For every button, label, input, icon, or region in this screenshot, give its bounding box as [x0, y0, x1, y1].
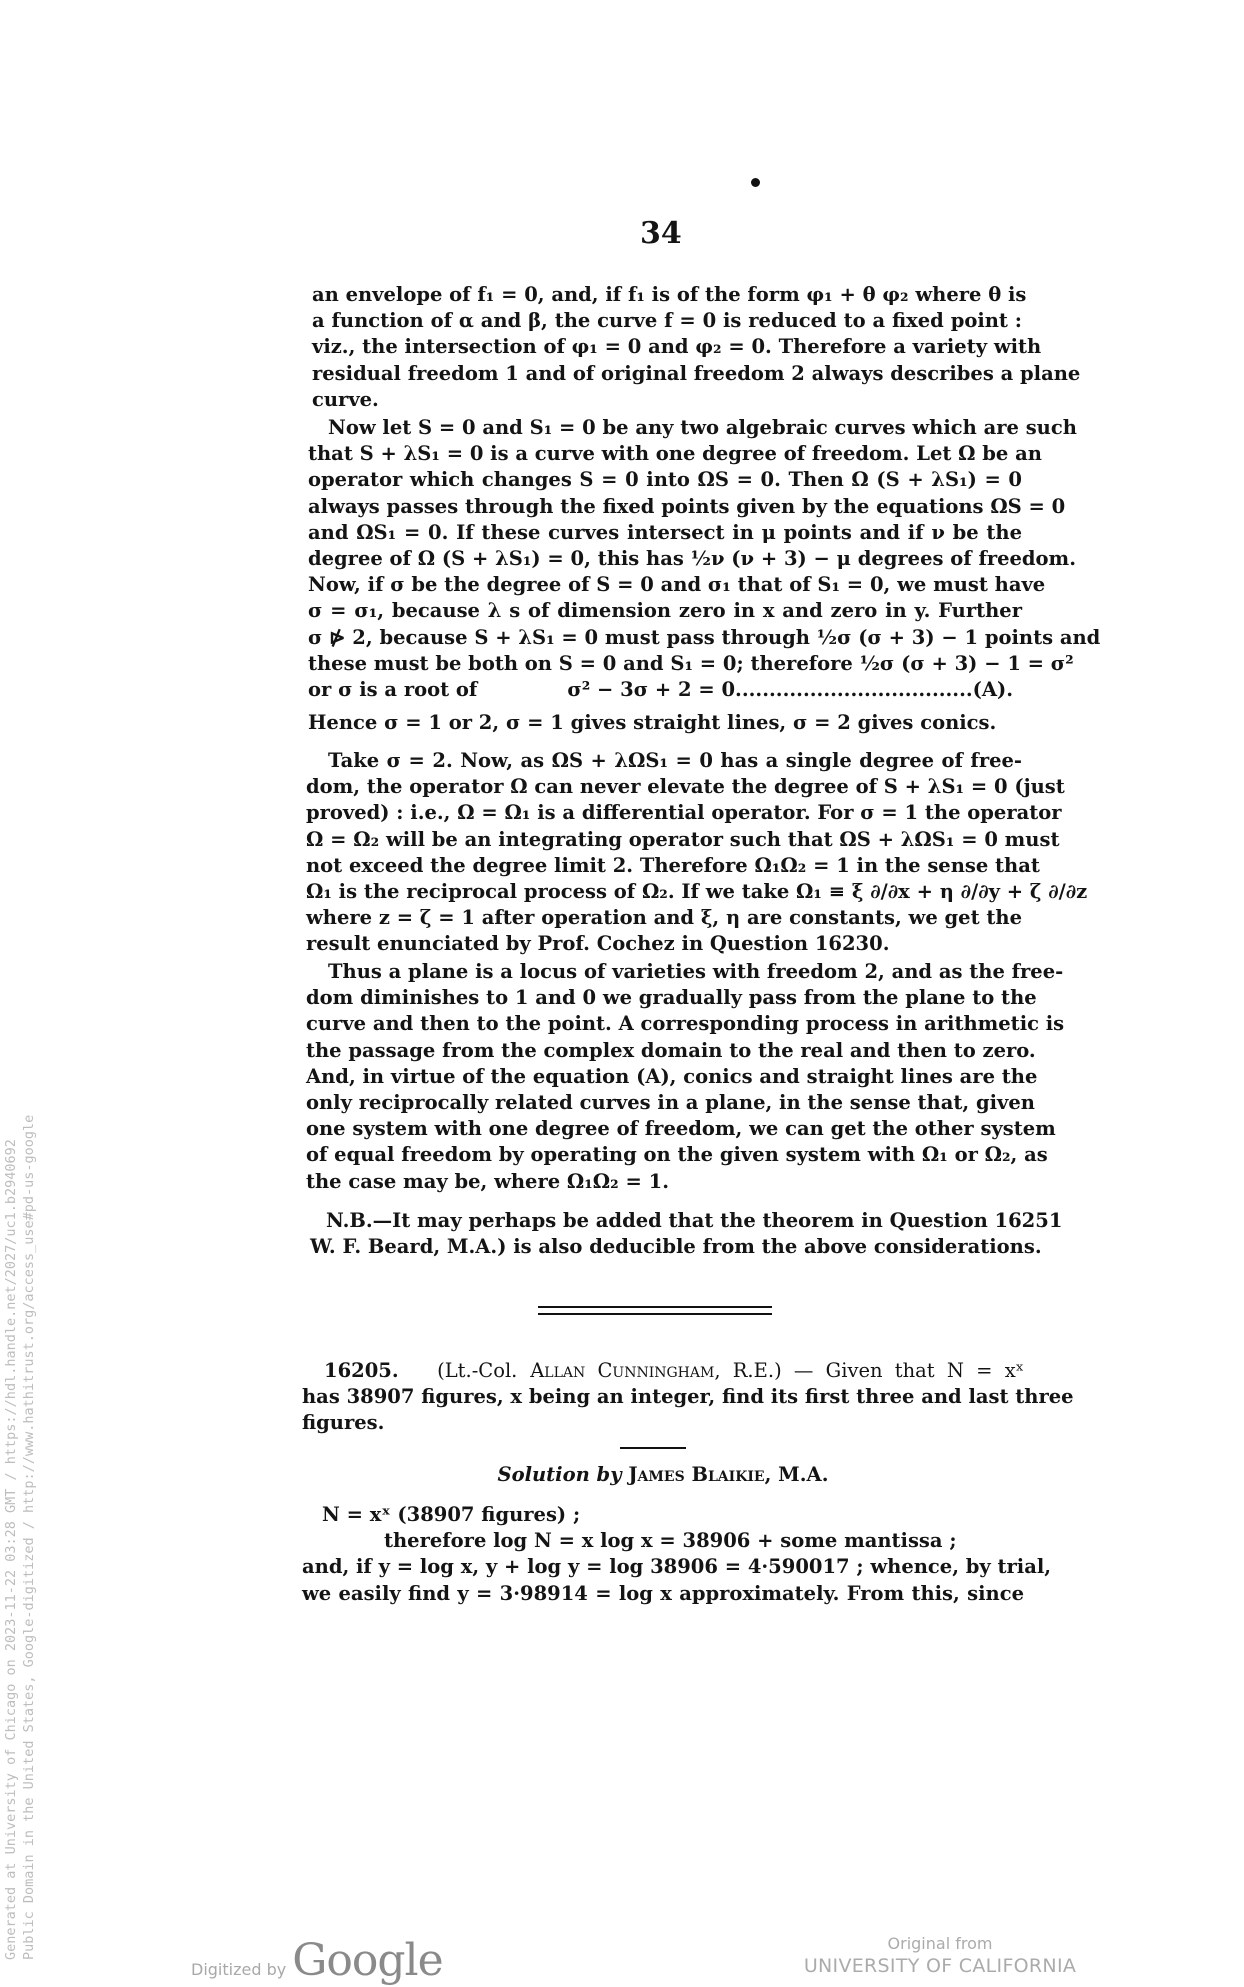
text-line: N.B.—It may perhaps be added that the theorem in Question 16251	[326, 1209, 1063, 1232]
text-line: of equal freedom by operating on the given system with Ω₁ or Ω₂, as	[306, 1143, 1048, 1167]
equation-a-row	[308, 677, 1022, 703]
text-line: residual freedom 1 and of original freedom 2 always describes a plane	[312, 361, 1081, 385]
ink-speck	[751, 178, 760, 187]
text-line: an envelope of f₁ = 0, and, if f₁ is of the form φ₁ + θ φ₂ where θ is	[312, 283, 1027, 306]
google-logo: Google	[292, 1935, 443, 1986]
note-nb	[310, 1208, 1063, 1260]
text-line: and, if y = log x, y + log y = log 38906 = 4·590017 ; whence, by trial,	[302, 1555, 1052, 1579]
text-line: curve.	[312, 387, 379, 411]
watermark-line: Public Domain in the United States, Google-digitized / http://www.hathitrust.org/access_use#pd-us-google	[21, 1114, 37, 1960]
text-line: a function of α and β, the curve f = 0 is reduced to a fixed point :	[312, 309, 1022, 333]
text-line: not exceed the degree limit 2. Therefore Ω₁Ω₂ = 1 in the sense that	[306, 853, 1040, 877]
paragraph-algebraic-curves	[308, 415, 1101, 736]
digitized-by-google	[191, 1935, 443, 1986]
text-line: And, in virtue of the equation (A), conics and straight lines are the	[306, 1064, 1038, 1088]
text-line: these must be both on S = 0 and S₁ = 0; therefore ½σ (σ + 3) − 1 = σ²	[308, 651, 1074, 675]
text-line: dom diminishes to 1 and 0 we gradually pass from the plane to the	[306, 986, 1037, 1010]
text-line: one system with one degree of freedom, we can get the other system	[306, 1117, 1056, 1141]
text-line: and ΩS₁ = 0. If these curves intersect in μ points and if ν be the	[308, 520, 1022, 544]
solution-prefix: Solution by	[497, 1463, 622, 1486]
watermark-line: Generated at University of Chicago on 2023-11-22 03:28 GMT / https://hdl.handle.net/2027/uc1.b2940692	[3, 1139, 19, 1960]
proposer-suffix: , R.E.) — Given that N = xˣ	[714, 1359, 1024, 1382]
text-line: W. F. Beard, M.A.) is also deducible from the above considerations.	[310, 1235, 1042, 1259]
section-divider-double	[538, 1306, 772, 1315]
text-line: Now let S = 0 and S₁ = 0 be any two algebraic curves which are such	[328, 416, 1077, 439]
text-line: that S + λS₁ = 0 is a curve with one degree of freedom. Let Ω be an	[308, 442, 1042, 466]
text-line: Ω₁ is the reciprocal process of Ω₂. If we take Ω₁ ≡ ξ ∂/∂x + η ∂/∂y + ζ ∂/∂z	[306, 880, 1088, 904]
text-line: Hence σ = 1 or 2, σ = 1 gives straight lines, σ = 2 gives conics.	[308, 711, 997, 735]
text-line: operator which changes S = 0 into ΩS = 0. Then Ω (S + λS₁) = 0	[308, 468, 1022, 492]
text-line: dom, the operator Ω can never elevate the degree of S + λS₁ = 0 (just	[306, 775, 1065, 799]
text-line: N = xˣ (38907 figures) ;	[322, 1503, 581, 1526]
text-line: Thus a plane is a locus of varieties with freedom 2, and as the free-	[328, 960, 1064, 983]
page-number: 34	[640, 216, 682, 251]
question-header	[302, 1358, 1024, 1384]
institution-name: UNIVERSITY OF CALIFORNIA	[803, 1955, 1077, 1977]
text-line: the case may be, where Ω₁Ω₂ = 1.	[306, 1169, 669, 1193]
text-line: degree of Ω (S + λS₁) = 0, this has ½ν (ν + 3) − μ degrees of freedom.	[308, 547, 1076, 571]
solution-author-suffix: , M.A.	[764, 1463, 829, 1486]
original-source	[790, 1934, 1090, 1977]
text-line: only reciprocally related curves in a plane, in the sense that, given	[306, 1091, 1035, 1115]
text-line: where z = ζ = 1 after operation and ξ, η are constants, we get the	[306, 906, 1022, 930]
hathitrust-watermark	[2, 1115, 38, 1960]
original-from-label: Original from	[887, 1934, 993, 1953]
equation-a: σ² − 3σ + 2 = 0...................................(A).	[567, 678, 1014, 702]
text-line: σ = σ₁, because λ s of dimension zero in x and zero in y. Further	[308, 599, 1022, 623]
text-line: result enunciated by Prof. Cochez in Question 16230.	[306, 932, 890, 956]
question-16205	[302, 1358, 1074, 1437]
text-line: viz., the intersection of φ₁ = 0 and φ₂ = 0. Therefore a variety with	[312, 335, 1042, 359]
text-line: proved) : i.e., Ω = Ω₁ is a differential operator. For σ = 1 the operator	[306, 801, 1062, 825]
paragraph-envelope	[312, 282, 1081, 413]
text-line: the passage from the complex domain to the real and then to zero.	[306, 1038, 1036, 1062]
text-line: therefore log N = x log x = 38906 + some mantissa ;	[384, 1529, 957, 1553]
text-line: Ω = Ω₂ will be an integrating operator such that ΩS + λΩS₁ = 0 must	[306, 827, 1060, 851]
proposer-prefix: (Lt.-Col.	[437, 1359, 518, 1382]
solution-author: James Blaikie	[628, 1463, 765, 1486]
solution-title	[302, 1462, 1024, 1488]
solution-body	[302, 1502, 1052, 1607]
solution-heading	[302, 1462, 1024, 1488]
question-number: 16205.	[324, 1359, 399, 1382]
proposer-name: Allan Cunningham	[530, 1359, 715, 1382]
text-line: figures.	[302, 1411, 385, 1435]
text-line: has 38907 figures, x being an integer, find its first three and last three	[302, 1385, 1074, 1409]
equation-a-prefix: or σ is a root of	[308, 678, 478, 702]
section-divider-short	[620, 1447, 686, 1449]
paragraph-operator	[306, 748, 1088, 958]
paragraph-plane-locus	[306, 959, 1065, 1195]
text-line: σ ⋫ 2, because S + λS₁ = 0 must pass through ½σ (σ + 3) − 1 points and	[308, 625, 1101, 649]
text-line: Take σ = 2. Now, as ΩS + λΩS₁ = 0 has a single degree of free-	[328, 749, 1022, 772]
digitized-by-label: Digitized by	[191, 1960, 287, 1979]
text-line: Now, if σ be the degree of S = 0 and σ₁ that of S₁ = 0, we must have	[308, 573, 1046, 597]
text-line: always passes through the fixed points given by the equations ΩS = 0	[308, 494, 1066, 518]
text-line: curve and then to the point. A corresponding process in arithmetic is	[306, 1012, 1065, 1036]
text-line: we easily find y = 3·98914 = log x approximately. From this, since	[302, 1581, 1024, 1605]
